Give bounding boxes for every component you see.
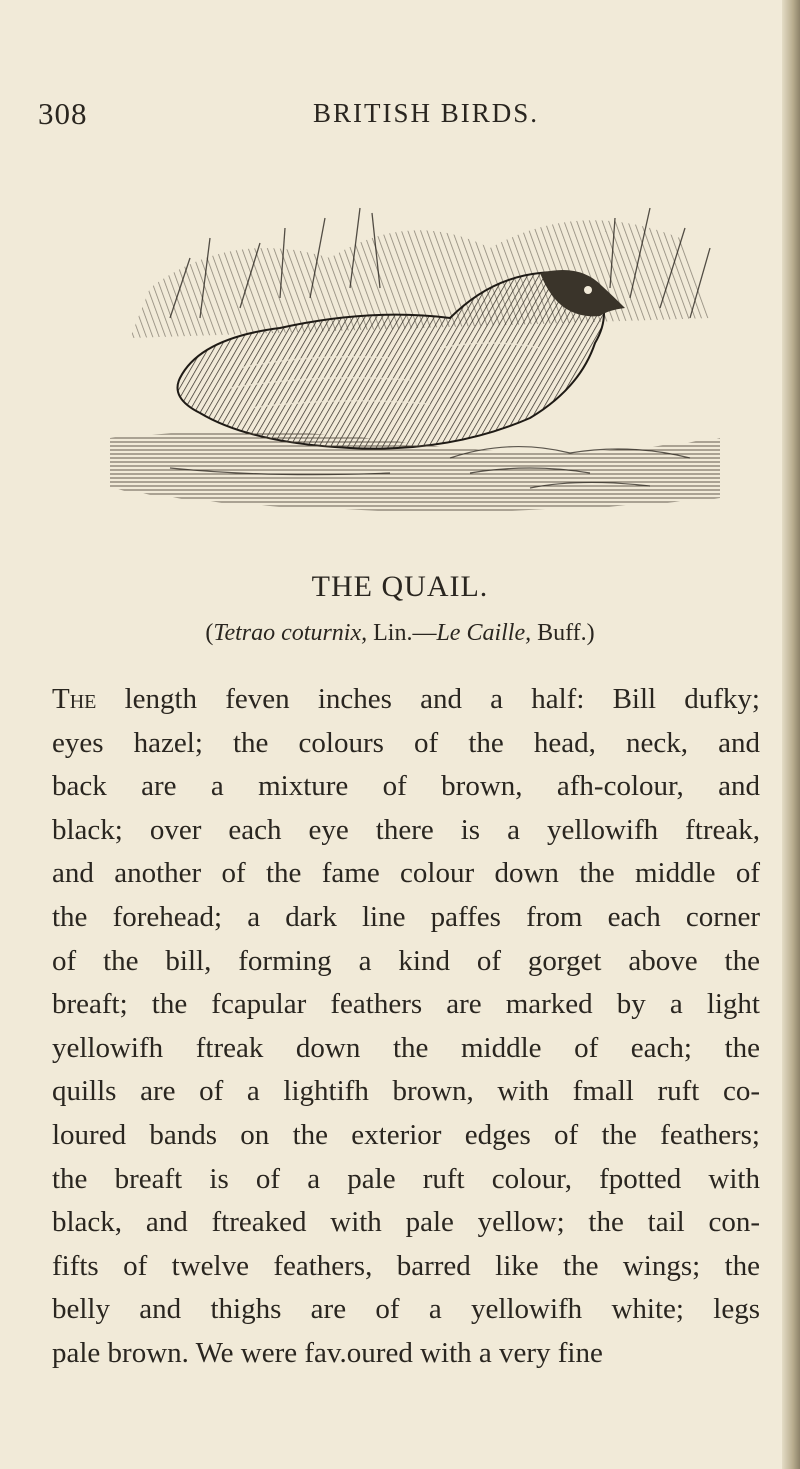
quail-engraving (110, 168, 720, 533)
caption-buff: Buff.) (531, 620, 595, 646)
body-line: loured bands on the exterior edges of the feathers; (52, 1118, 760, 1151)
caption-title: THE QUAIL. (311, 570, 489, 603)
body-line: black; over each eye there is a yellowifh ftreak, (52, 813, 760, 846)
caption-french-name: Le Caille, (436, 620, 532, 646)
running-head (38, 96, 758, 136)
caption-latin-name: Tetrao coturnix, (213, 620, 368, 646)
body-text (52, 678, 760, 1376)
body-line: quills are of a lightifh brown, with fmall ruft co- (52, 1075, 760, 1108)
page-edge (782, 0, 800, 1469)
caption-lin: Lin.— (367, 620, 437, 646)
running-head-title: BRITISH BIRDS. (313, 98, 540, 128)
body-line: back are a mixture of brown, afh-colour, and (52, 770, 760, 803)
body-line: the forehead; a dark line paffes from each corner (52, 900, 760, 933)
body-line: breaft; the fcapular feathers are marked by a light (52, 988, 760, 1021)
caption-paren-open: ( (205, 620, 214, 646)
body-line: belly and thighs are of a yellowifh white; legs (52, 1293, 760, 1326)
body-line: of the bill, forming a kind of gorget above the (52, 944, 760, 977)
page-number: 308 (38, 96, 88, 131)
body-line: fifts of twelve feathers, barred like the wings; the (52, 1249, 760, 1282)
body-line: pale brown. We were fav.oured with a very fine (52, 1336, 603, 1369)
body-line: eyes hazel; the colours of the head, neck, and (52, 726, 760, 759)
body-line: yellowifh ftreak down the middle of each; the (52, 1031, 760, 1064)
body-line: the breaft is of a pale ruft colour, fpotted with (52, 1162, 760, 1195)
body-line: The length feven inches and a half: Bill dufky; (52, 683, 760, 715)
first-word: The (52, 683, 97, 715)
body-line: black, and ftreaked with pale yellow; the tail con- (52, 1206, 760, 1239)
body-line: and another of the fame colour down the middle of (52, 857, 760, 890)
caption-synonyms (0, 620, 800, 647)
